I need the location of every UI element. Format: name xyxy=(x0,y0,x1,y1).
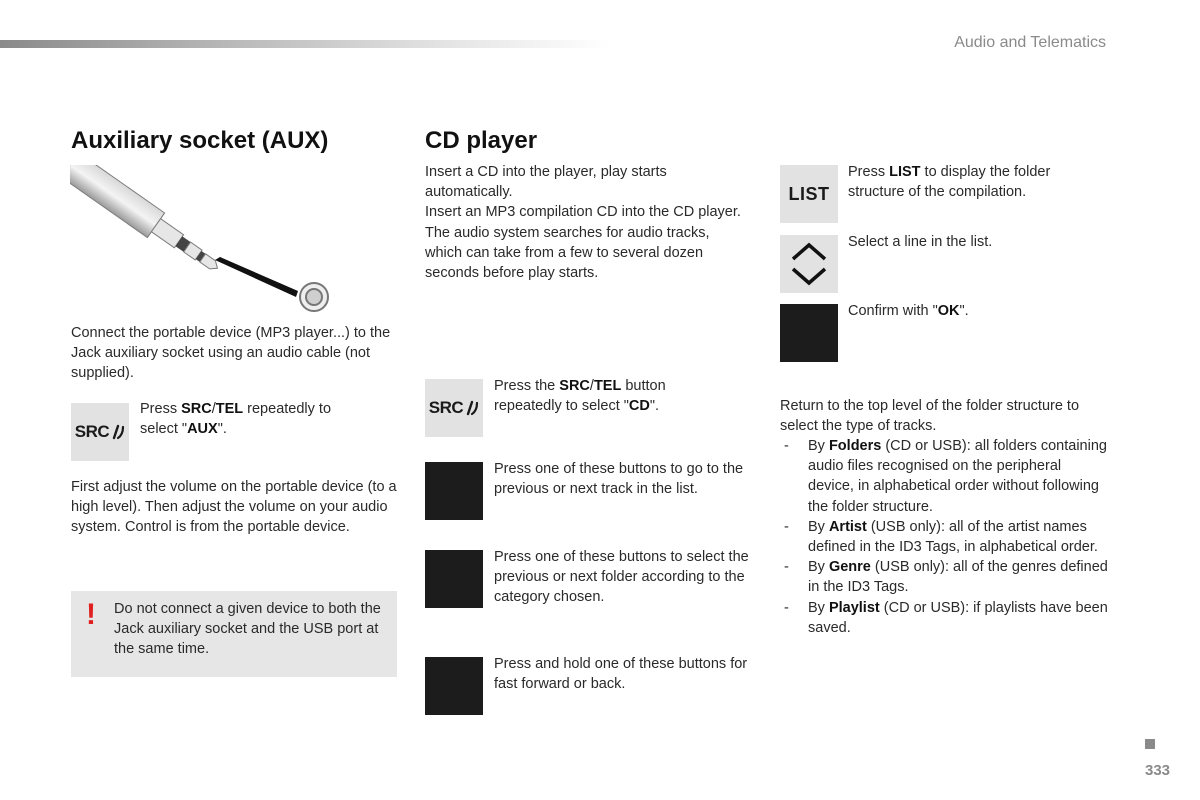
confirm-text: Confirm with "OK". xyxy=(848,303,969,319)
ok-button-image[interactable] xyxy=(780,304,838,362)
track-text: Press one of these buttons to go to the previous or next track in the list. xyxy=(494,461,744,498)
list-item: - By Playlist (CD or USB): if playlists have been saved. xyxy=(780,598,1110,638)
aux-heading: Auxiliary socket (AUX) xyxy=(71,127,329,154)
section-title: Audio and Telematics xyxy=(954,34,1106,51)
src-tel-icon xyxy=(75,422,125,442)
list-item: - By Genre (USB only): all of the genres defined in the ID3 Tags. xyxy=(780,557,1110,597)
up-down-arrows-icon xyxy=(789,239,829,289)
warning-exclamation-icon: ! xyxy=(86,598,96,631)
cd-heading: CD player xyxy=(425,127,538,154)
cd-intro xyxy=(425,162,743,283)
list-item: - By Artist (USB only): all of the artist names defined in the ID3 Tags, in alphabetical order. xyxy=(780,517,1110,557)
src-tel-button-aux[interactable] xyxy=(71,403,129,461)
src-tel-icon xyxy=(429,398,479,418)
aux-src-instruction: Press SRC/TEL repeatedly to select "AUX". xyxy=(140,401,332,438)
aux-volume-text: First adjust the volume on the portable device (to a high level). Then adjust the volume on your audio system. Control is from the portable device. xyxy=(71,479,397,536)
track-types-list xyxy=(780,436,1110,638)
list-item: - By Folders (CD or USB): all folders containing audio files recognised on the peripheral device, in alphabetical order without following the folder structure. xyxy=(780,436,1110,517)
ffwd-buttons-image[interactable] xyxy=(425,657,483,715)
page-number: 333 xyxy=(1145,762,1171,779)
src-label: SRC xyxy=(428,398,464,417)
cd-src-instruction: Press the SRC/TEL button repeatedly to select "CD". xyxy=(494,378,666,415)
src-label: SRC xyxy=(74,422,110,441)
select-text: Select a line in the list. xyxy=(848,234,993,250)
warning-text: Do not connect a given device to both the Jack auxiliary socket and the USB port at the same time. xyxy=(114,601,381,658)
page-marker xyxy=(1145,739,1155,749)
cd-intro-line: Insert a CD into the player, play starts automatically. xyxy=(425,164,667,201)
folder-text: Press one of these buttons to select the previous or next folder according to the category chosen. xyxy=(494,549,749,606)
track-buttons-image[interactable] xyxy=(425,462,483,520)
ffwd-text: Press and hold one of these buttons for fast forward or back. xyxy=(494,656,748,693)
jack-plug-illustration xyxy=(70,165,335,315)
aux-connect-text: Connect the portable device (MP3 player...) to the Jack auxiliary socket using an audio cable (not supplied). xyxy=(71,325,391,382)
up-down-arrows-button[interactable] xyxy=(780,235,838,293)
cd-intro-line: Insert an MP3 compilation CD into the CD player. xyxy=(425,204,741,221)
cd-intro-line: The audio system searches for audio tracks, which can take from a few to several dozen seconds before play starts. xyxy=(425,224,710,282)
header-gradient-bar xyxy=(0,40,610,48)
list-instruction: Press LIST to display the folder structure of the compilation. xyxy=(848,164,1051,201)
return-text: Return to the top level of the folder structure to select the type of tracks. xyxy=(780,398,1080,435)
list-label: LIST xyxy=(788,183,830,204)
list-button[interactable] xyxy=(780,165,838,223)
src-tel-button-cd[interactable] xyxy=(425,379,483,437)
folder-buttons-image[interactable] xyxy=(425,550,483,608)
